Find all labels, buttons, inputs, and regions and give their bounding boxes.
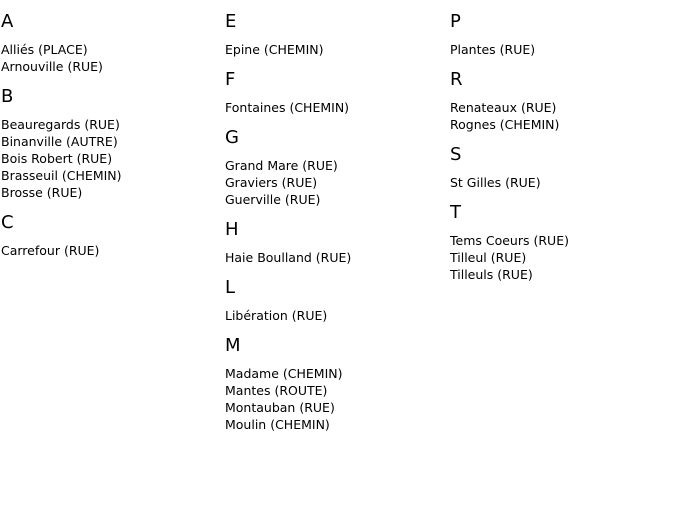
street-list: [225, 41, 450, 58]
letter-heading: L: [225, 277, 236, 298]
street-link[interactable]: Brosse (RUE): [1, 185, 83, 200]
letter-heading: H: [225, 219, 239, 240]
street-link[interactable]: Madame (CHEMIN): [225, 366, 343, 381]
street-list: [225, 249, 450, 266]
street-link[interactable]: Epine (CHEMIN): [225, 42, 324, 57]
letter-group: [225, 277, 450, 324]
street-link[interactable]: Montauban (RUE): [225, 400, 335, 415]
street-list: [450, 41, 675, 58]
street-link[interactable]: Tilleuls (RUE): [450, 267, 533, 282]
letter-heading: M: [225, 335, 241, 356]
street-link[interactable]: Graviers (RUE): [225, 175, 318, 190]
letter-group: [450, 144, 675, 191]
street-list: [225, 157, 450, 208]
street-link[interactable]: Arnouville (RUE): [1, 59, 103, 74]
street-list: [1, 242, 226, 259]
letter-group: [1, 86, 226, 201]
street-link[interactable]: Renateaux (RUE): [450, 100, 557, 115]
street-list: [1, 41, 226, 75]
letter-group: [225, 11, 450, 58]
street-link[interactable]: Grand Mare (RUE): [225, 158, 338, 173]
street-link[interactable]: Mantes (ROUTE): [225, 383, 328, 398]
street-link[interactable]: Alliés (PLACE): [1, 42, 88, 57]
street-list: [1, 116, 226, 201]
street-list: [450, 99, 675, 133]
street-link[interactable]: Rognes (CHEMIN): [450, 117, 560, 132]
street-list: [450, 174, 675, 191]
letter-group: [450, 11, 675, 58]
index-column: [225, 0, 450, 433]
street-link[interactable]: Binanville (AUTRE): [1, 134, 118, 149]
letter-group: [450, 202, 675, 283]
street-link[interactable]: Libération (RUE): [225, 308, 328, 323]
street-link[interactable]: Plantes (RUE): [450, 42, 536, 57]
letter-group: [1, 11, 226, 75]
letter-heading: E: [225, 11, 237, 32]
street-list: [450, 232, 675, 283]
street-link[interactable]: Tems Coeurs (RUE): [450, 233, 569, 248]
letter-group: [225, 335, 450, 433]
letter-group: [450, 69, 675, 133]
street-link[interactable]: Bois Robert (RUE): [1, 151, 113, 166]
street-link[interactable]: Moulin (CHEMIN): [225, 417, 330, 432]
letter-heading: R: [450, 69, 463, 90]
street-link[interactable]: Carrefour (RUE): [1, 243, 100, 258]
index-column: [450, 0, 675, 283]
street-link[interactable]: Tilleul (RUE): [450, 250, 527, 265]
letter-heading: P: [450, 11, 461, 32]
index-column: [1, 0, 226, 259]
street-link[interactable]: Haie Boulland (RUE): [225, 250, 352, 265]
street-link[interactable]: Brasseuil (CHEMIN): [1, 168, 122, 183]
letter-group: [225, 219, 450, 266]
letter-group: [225, 127, 450, 208]
street-link[interactable]: Fontaines (CHEMIN): [225, 100, 350, 115]
letter-group: [225, 69, 450, 116]
letter-group: [1, 212, 226, 259]
letter-heading: G: [225, 127, 239, 148]
street-link[interactable]: Guerville (RUE): [225, 192, 321, 207]
street-list: [225, 99, 450, 116]
letter-heading: B: [1, 86, 14, 107]
letter-heading: S: [450, 144, 462, 165]
street-list: [225, 365, 450, 433]
letter-heading: C: [1, 212, 14, 233]
street-link[interactable]: St Gilles (RUE): [450, 175, 541, 190]
letter-heading: T: [450, 202, 461, 223]
street-list: [225, 307, 450, 324]
street-link[interactable]: Beauregards (RUE): [1, 117, 120, 132]
letter-heading: A: [1, 11, 14, 32]
letter-heading: F: [225, 69, 236, 90]
